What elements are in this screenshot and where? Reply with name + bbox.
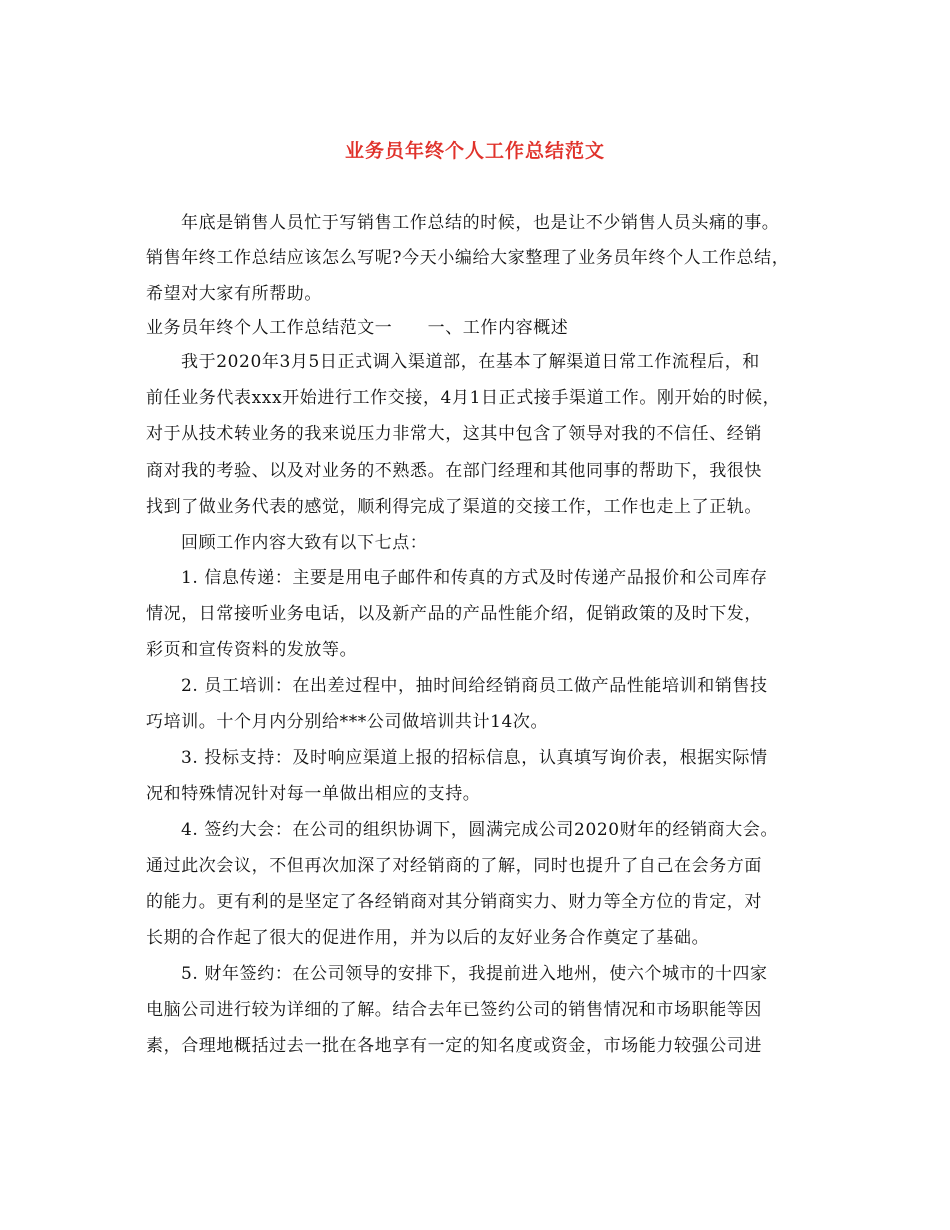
- paragraph-line: 年底是销售人员忙于写销售工作总结的时候，也是让不少销售人员头痛的事。: [181, 213, 780, 233]
- document-title: 业务员年终个人工作总结范文: [344, 140, 605, 162]
- paragraph-line: 销售年终工作总结应该怎么写呢?今天小编给大家整理了业务员年终个人工作总结，: [146, 248, 790, 268]
- paragraph-line: 对于从技术转业务的我来说压力非常大，这其中包含了领导对我的不信任、经销: [146, 424, 762, 444]
- list-item-line: 情况，日常接听业务电话，以及新产品的产品性能介绍，促销政策的及时下发，: [146, 604, 762, 624]
- list-item-line: 长期的合作起了很大的促进作用，并为以后的友好业务合作奠定了基础。: [146, 928, 710, 948]
- list-item-line: 5. 财年签约：在公司领导的安排下，我提前进入地州，使六个城市的十四家: [181, 964, 768, 984]
- list-item-line: 2. 员工培训：在出差过程中，抽时间给经销商员工做产品性能培训和销售技: [181, 676, 768, 696]
- section-heading: 业务员年终个人工作总结范文一 一、工作内容概述: [146, 318, 569, 338]
- list-item-line: 的能力。更有利的是坚定了各经销商对其分销商实力、财力等全方位的肯定，对: [146, 892, 762, 912]
- list-item-line: 素，合理地概括过去一批在各地享有一定的知名度或资金，市场能力较强公司进: [146, 1036, 762, 1056]
- paragraph-line: 商对我的考验、以及对业务的不熟悉。在部门经理和其他同事的帮助下，我很快: [146, 461, 762, 481]
- paragraph-line: 回顾工作内容大致有以下七点：: [181, 533, 428, 553]
- list-item-line: 电脑公司进行较为详细的了解。结合去年已签约公司的销售情况和市场职能等因: [146, 1000, 762, 1020]
- list-item-line: 巧培训。十个月内分别给***公司做培训共计14次。: [146, 712, 549, 732]
- paragraph-line: 希望对大家有所帮助。: [146, 284, 322, 304]
- list-item-line: 3. 投标支持：及时响应渠道上报的招标信息，认真填写询价表，根据实际情: [181, 748, 768, 768]
- paragraph-line: 我于2020年3月5日正式调入渠道部，在基本了解渠道日常工作流程后，和: [181, 352, 760, 372]
- list-item-line: 4. 签约大会：在公司的组织协调下，圆满完成公司2020财年的经销商大会。: [181, 820, 779, 840]
- paragraph-line: 找到了做业务代表的感觉，顺利得完成了渠道的交接工作，工作也走上了正轨。: [146, 497, 762, 517]
- list-item-line: 况和特殊情况针对每一单做出相应的支持。: [146, 784, 481, 804]
- paragraph-line: 前任业务代表xxx开始进行工作交接，4月1日正式接手渠道工作。刚开始的时候，: [146, 388, 781, 408]
- list-item-line: 1. 信息传递：主要是用电子邮件和传真的方式及时传递产品报价和公司库存: [181, 568, 768, 588]
- list-item-line: 彩页和宣传资料的发放等。: [146, 640, 358, 660]
- list-item-line: 通过此次会议，不但再次加深了对经销商的了解，同时也提升了自己在会务方面: [146, 856, 762, 876]
